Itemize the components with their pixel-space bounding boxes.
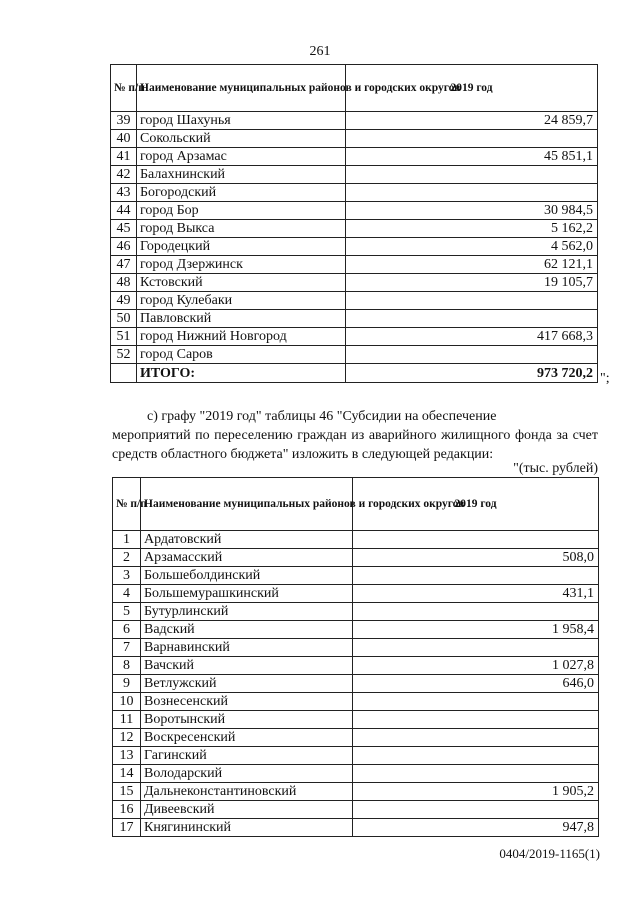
row-number: 45	[111, 220, 137, 238]
value-2019: 947,8	[353, 819, 599, 837]
table-row	[113, 765, 599, 783]
value-2019	[353, 531, 599, 549]
row-number: 48	[111, 274, 137, 292]
table-row	[113, 567, 599, 585]
row-number: 15	[113, 783, 141, 801]
table-row	[111, 130, 598, 148]
row-number: 13	[113, 747, 141, 765]
value-2019: 4 562,0	[346, 238, 598, 256]
total-num-cell	[111, 364, 137, 383]
value-2019	[346, 346, 598, 364]
table-row	[113, 585, 599, 603]
value-2019: 417 668,3	[346, 328, 598, 346]
district-name: город Нижний Новгород	[137, 328, 346, 346]
table-row	[113, 531, 599, 549]
table-row	[113, 693, 599, 711]
row-number: 7	[113, 639, 141, 657]
value-2019	[353, 693, 599, 711]
district-name: Сокольский	[137, 130, 346, 148]
table-subsidies-continued	[110, 64, 598, 383]
value-2019: 1 905,2	[353, 783, 599, 801]
row-number: 41	[111, 148, 137, 166]
value-2019: 431,1	[353, 585, 599, 603]
row-number: 8	[113, 657, 141, 675]
row-number: 44	[111, 202, 137, 220]
row-number: 4	[113, 585, 141, 603]
total-label: ИТОГО:	[137, 364, 346, 383]
table-46-subsidies	[112, 477, 599, 837]
district-name: город Саров	[137, 346, 346, 364]
district-name: Воротынский	[141, 711, 353, 729]
paragraph-rest: мероприятий по переселению граждан из аварийного жилищного фонда за счет средств областного бюджета" изложить в следующей редакции:	[112, 428, 598, 462]
value-2019	[353, 711, 599, 729]
district-name: Княгининский	[141, 819, 353, 837]
value-2019: 30 984,5	[346, 202, 598, 220]
district-name: город Дзержинск	[137, 256, 346, 274]
district-name: город Бор	[137, 202, 346, 220]
district-name: Вознесенский	[141, 693, 353, 711]
total-value: 973 720,2	[346, 364, 598, 383]
row-number: 50	[111, 310, 137, 328]
value-2019: 646,0	[353, 675, 599, 693]
row-number: 51	[111, 328, 137, 346]
value-2019	[346, 184, 598, 202]
district-name: Вадский	[141, 621, 353, 639]
header-num: № п/п	[111, 65, 137, 112]
table-row	[111, 166, 598, 184]
table-row	[111, 184, 598, 202]
table-row	[113, 711, 599, 729]
district-name: Городецкий	[137, 238, 346, 256]
table-row	[111, 112, 598, 130]
district-name: Богородский	[137, 184, 346, 202]
value-2019: 5 162,2	[346, 220, 598, 238]
district-name: Гагинский	[141, 747, 353, 765]
district-name: Арзамасский	[141, 549, 353, 567]
header-name: Наименование муниципальных районов и городских округов	[141, 478, 353, 531]
district-name: Кстовский	[137, 274, 346, 292]
value-2019	[346, 310, 598, 328]
district-name: Большемурашкинский	[141, 585, 353, 603]
header-num: № п/п	[113, 478, 141, 531]
district-name: город Арзамас	[137, 148, 346, 166]
value-2019: 508,0	[353, 549, 599, 567]
district-name: Володарский	[141, 765, 353, 783]
amendment-paragraph	[112, 407, 598, 464]
table-row	[113, 729, 599, 747]
row-number: 39	[111, 112, 137, 130]
table-row	[113, 747, 599, 765]
district-name: Бутурлинский	[141, 603, 353, 621]
table-row	[111, 346, 598, 364]
row-number: 40	[111, 130, 137, 148]
total-row	[111, 364, 598, 383]
row-number: 52	[111, 346, 137, 364]
header-year: 2019 год	[353, 478, 599, 531]
district-name: Большеболдинский	[141, 567, 353, 585]
value-2019	[353, 639, 599, 657]
table-row	[113, 639, 599, 657]
row-number: 11	[113, 711, 141, 729]
row-number: 49	[111, 292, 137, 310]
district-name: город Выкса	[137, 220, 346, 238]
row-number: 12	[113, 729, 141, 747]
district-name: Ардатовский	[141, 531, 353, 549]
closing-quote: ";	[600, 371, 610, 386]
district-name: Дальнеконстантиновский	[141, 783, 353, 801]
value-2019	[346, 130, 598, 148]
row-number: 46	[111, 238, 137, 256]
district-name: Воскресенский	[141, 729, 353, 747]
row-number: 1	[113, 531, 141, 549]
table-row	[111, 328, 598, 346]
row-number: 3	[113, 567, 141, 585]
table-row	[113, 801, 599, 819]
value-2019: 24 859,7	[346, 112, 598, 130]
value-2019	[346, 166, 598, 184]
district-name: Павловский	[137, 310, 346, 328]
table-row	[111, 274, 598, 292]
table-row	[111, 220, 598, 238]
table-row	[111, 292, 598, 310]
value-2019	[353, 765, 599, 783]
table-row	[113, 819, 599, 837]
unit-note: "(тыс. рублей)	[513, 461, 598, 476]
district-name: Ветлужский	[141, 675, 353, 693]
district-name: Вачский	[141, 657, 353, 675]
value-2019: 1 027,8	[353, 657, 599, 675]
table-row	[113, 621, 599, 639]
value-2019	[353, 747, 599, 765]
value-2019	[353, 801, 599, 819]
table-row	[113, 657, 599, 675]
district-name: город Шахунья	[137, 112, 346, 130]
table-row	[111, 238, 598, 256]
district-name: Варнавинский	[141, 639, 353, 657]
row-number: 47	[111, 256, 137, 274]
page-number: 261	[309, 44, 331, 59]
table-row	[111, 202, 598, 220]
row-number: 43	[111, 184, 137, 202]
district-name: Балахнинский	[137, 166, 346, 184]
value-2019: 62 121,1	[346, 256, 598, 274]
table-row	[113, 549, 599, 567]
district-name: Дивеевский	[141, 801, 353, 819]
table-row	[113, 675, 599, 693]
table-row	[111, 148, 598, 166]
row-number: 6	[113, 621, 141, 639]
value-2019	[353, 729, 599, 747]
row-number: 9	[113, 675, 141, 693]
row-number: 17	[113, 819, 141, 837]
row-number: 16	[113, 801, 141, 819]
value-2019: 19 105,7	[346, 274, 598, 292]
table-row	[111, 310, 598, 328]
row-number: 10	[113, 693, 141, 711]
district-name: город Кулебаки	[137, 292, 346, 310]
row-number: 2	[113, 549, 141, 567]
table-row	[111, 256, 598, 274]
table-row	[113, 783, 599, 801]
row-number: 5	[113, 603, 141, 621]
header-name: Наименование муниципальных районов и городских округов	[137, 65, 346, 112]
value-2019	[353, 567, 599, 585]
table-row	[113, 603, 599, 621]
document-code: 0404/2019-1165(1)	[499, 846, 600, 861]
value-2019	[353, 603, 599, 621]
value-2019	[346, 292, 598, 310]
row-number: 14	[113, 765, 141, 783]
value-2019: 45 851,1	[346, 148, 598, 166]
row-number: 42	[111, 166, 137, 184]
value-2019: 1 958,4	[353, 621, 599, 639]
paragraph-first-line: с) графу "2019 год" таблицы 46 "Субсидии на обеспечение	[147, 409, 497, 424]
header-year: 2019 год	[346, 65, 598, 112]
